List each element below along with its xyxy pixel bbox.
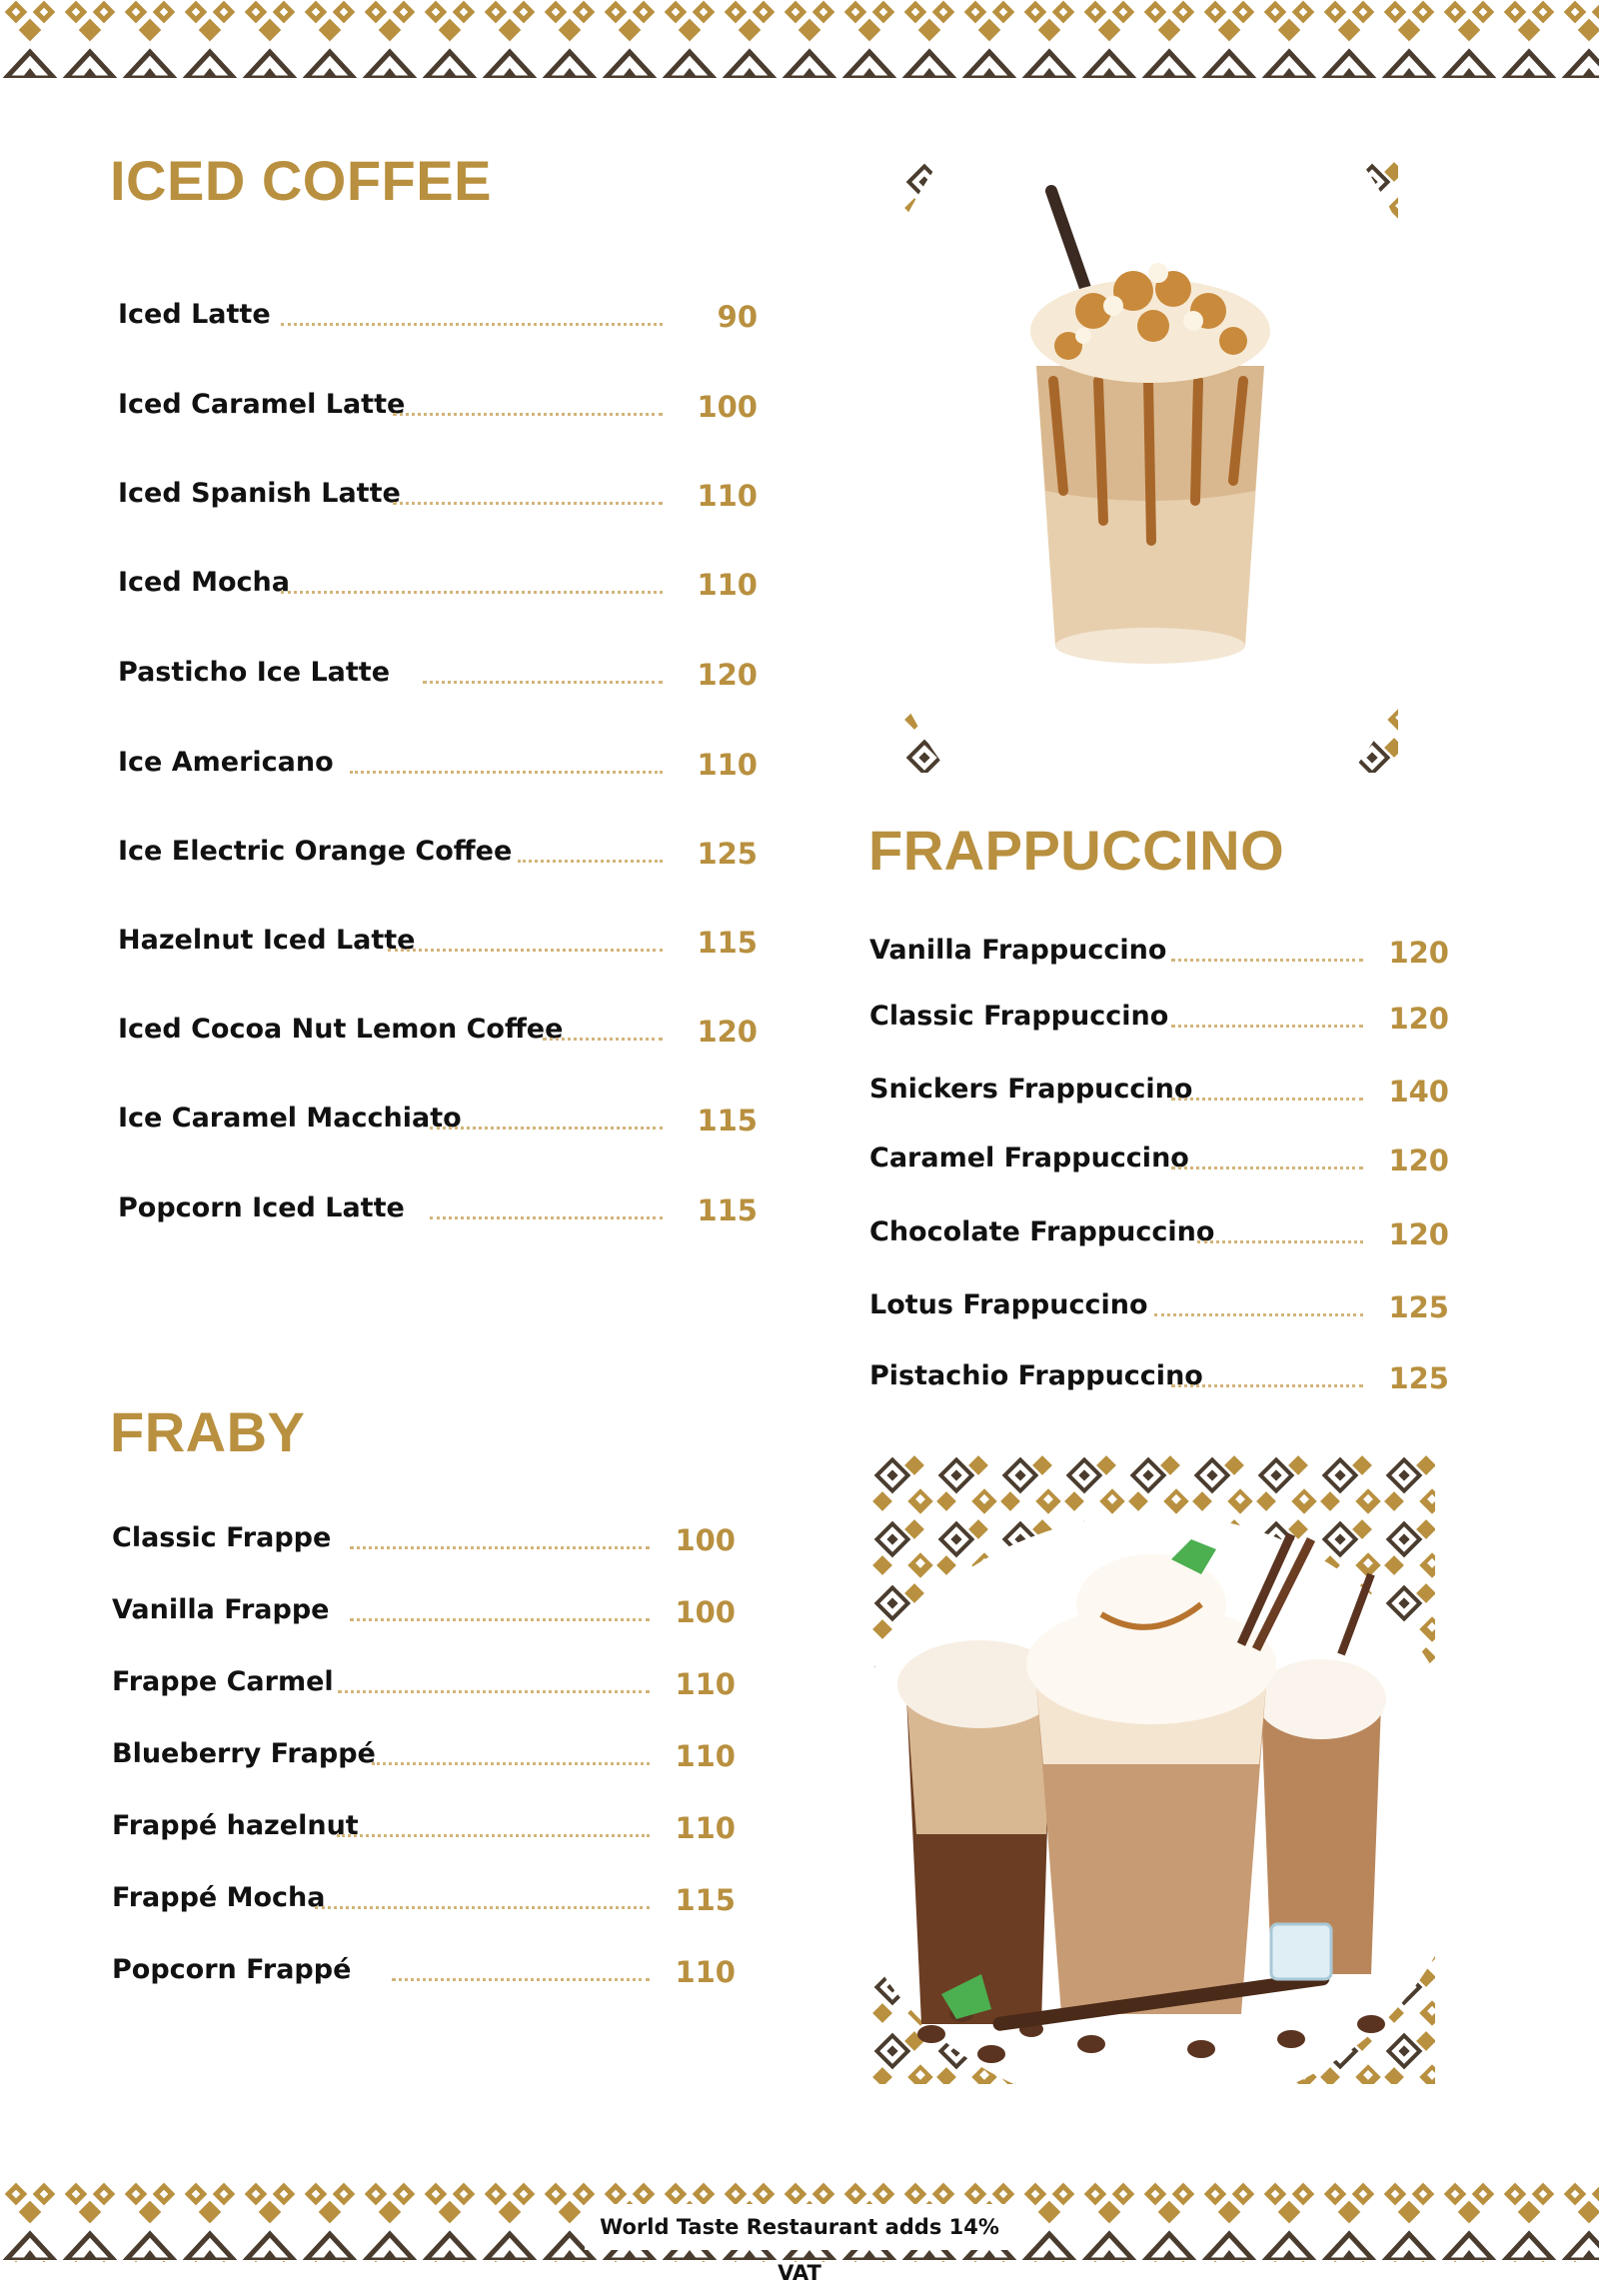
dotted-leader xyxy=(1171,1025,1363,1028)
menu-item-name: Ice Electric Orange Coffee xyxy=(118,836,513,867)
dotted-leader xyxy=(1171,1166,1363,1169)
menu-item-price: 125 xyxy=(1388,1361,1449,1395)
menu-item-price: 110 xyxy=(675,1811,736,1845)
dotted-leader xyxy=(430,1127,663,1130)
top-pattern-border xyxy=(0,0,1599,78)
menu-item xyxy=(869,1357,1449,1401)
menu-item-price: 110 xyxy=(675,1955,736,1989)
dotted-leader xyxy=(350,771,663,774)
menu-item xyxy=(118,1100,758,1144)
dotted-leader xyxy=(392,1978,650,1981)
menu-item-name: Classic Frappe xyxy=(112,1522,332,1553)
menu-item xyxy=(112,1807,736,1851)
menu-item-name: Iced Mocha xyxy=(118,567,290,598)
menu-item-name: Pasticho Ice Latte xyxy=(118,657,391,688)
section-title-iced-coffee: ICED COFFEE xyxy=(110,149,492,212)
dotted-leader xyxy=(1154,1313,1363,1316)
menu-item-name: Popcorn Iced Latte xyxy=(118,1192,405,1223)
menu-item-price: 115 xyxy=(697,926,758,960)
menu-item-price: 120 xyxy=(697,658,758,692)
menu-item-price: 125 xyxy=(697,837,758,871)
section-title-fraby: FRABY xyxy=(110,1400,306,1463)
menu-item-name: Ice Americano xyxy=(118,747,334,778)
menu-item-name: Snickers Frappuccino xyxy=(869,1074,1193,1105)
menu-item-price: 120 xyxy=(697,1015,758,1049)
iced-latte-photo xyxy=(903,161,1398,773)
menu-item-price: 100 xyxy=(697,390,758,424)
menu-item xyxy=(869,1140,1449,1183)
dotted-leader xyxy=(281,591,663,594)
menu-item-name: Vanilla Frappuccino xyxy=(869,935,1167,966)
menu-item-name: Iced Spanish Latte xyxy=(118,478,401,509)
dotted-leader xyxy=(430,1216,663,1219)
menu-item-price: 115 xyxy=(697,1104,758,1138)
menu-item-price: 120 xyxy=(1388,1144,1449,1177)
menu-item-price: 115 xyxy=(697,1193,758,1227)
dotted-leader xyxy=(423,681,663,684)
menu-item xyxy=(869,1286,1449,1330)
menu-item xyxy=(118,1189,758,1233)
dotted-leader xyxy=(393,502,663,505)
frappe-trio-photo xyxy=(871,1454,1435,2084)
menu-item-price: 120 xyxy=(1388,1217,1449,1251)
menu-item-name: Ice Caramel Macchiato xyxy=(118,1103,462,1134)
menu-item-price: 110 xyxy=(675,1667,736,1701)
dotted-leader xyxy=(1171,1098,1363,1101)
dotted-leader xyxy=(1197,1240,1363,1243)
menu-item-price: 110 xyxy=(697,568,758,602)
dotted-leader xyxy=(393,413,663,416)
menu-item-price: 100 xyxy=(675,1595,736,1629)
dotted-leader xyxy=(350,1546,650,1549)
dotted-leader xyxy=(315,1906,650,1909)
menu-item-name: Vanilla Frappe xyxy=(112,1594,330,1625)
dotted-leader xyxy=(338,1690,650,1693)
menu-item xyxy=(118,654,758,698)
section-title-frappuccino: FRAPPUCCINO xyxy=(868,819,1285,882)
menu-item-price: 110 xyxy=(675,1739,736,1773)
menu-item xyxy=(112,1591,736,1635)
menu-item xyxy=(118,296,758,340)
menu-item-price: 100 xyxy=(675,1523,736,1557)
menu-item xyxy=(869,1213,1449,1257)
menu-item xyxy=(118,475,758,519)
dotted-leader xyxy=(543,1038,663,1041)
menu-item-price: 120 xyxy=(1388,1002,1449,1036)
vat-note: World Taste Restaurant adds 14% VAT xyxy=(585,2204,1014,2250)
menu-item-price: 125 xyxy=(1388,1290,1449,1324)
dotted-leader xyxy=(372,1762,650,1765)
menu-item-name: Blueberry Frappé xyxy=(112,1738,376,1769)
menu-item xyxy=(118,833,758,877)
dotted-leader xyxy=(1171,1384,1363,1387)
dotted-leader xyxy=(337,1834,650,1837)
menu-item xyxy=(869,998,1449,1042)
dotted-leader xyxy=(518,860,663,863)
menu-item-price: 110 xyxy=(697,748,758,782)
menu-item-name: Popcorn Frappé xyxy=(112,1954,352,1985)
menu-item-name: Iced Caramel Latte xyxy=(118,389,406,420)
menu-item-name: Frappe Carmel xyxy=(112,1666,334,1697)
menu-item xyxy=(118,922,758,966)
menu-item-name: Hazelnut Iced Latte xyxy=(118,925,416,956)
menu-item xyxy=(118,744,758,788)
menu-item-name: Lotus Frappuccino xyxy=(869,1289,1148,1320)
menu-item xyxy=(118,386,758,430)
menu-item-name: Frappé Mocha xyxy=(112,1882,326,1913)
menu-item xyxy=(118,1011,758,1055)
menu-item xyxy=(112,1519,736,1563)
menu-item-name: Pistachio Frappuccino xyxy=(869,1360,1203,1391)
dotted-leader xyxy=(350,1618,650,1621)
menu-item-price: 115 xyxy=(675,1883,736,1917)
menu-item xyxy=(112,1735,736,1779)
menu-item xyxy=(869,1071,1449,1115)
menu-item xyxy=(869,932,1449,976)
menu-item-price: 110 xyxy=(697,479,758,513)
menu-item xyxy=(118,564,758,608)
menu-item-name: Chocolate Frappuccino xyxy=(869,1216,1215,1247)
menu-item-name: Caramel Frappuccino xyxy=(869,1143,1189,1173)
menu-item-name: Iced Cocoa Nut Lemon Coffee xyxy=(118,1014,564,1045)
dotted-leader xyxy=(281,323,663,326)
menu-item-name: Iced Latte xyxy=(118,299,271,330)
menu-item-name: Classic Frappuccino xyxy=(869,1001,1169,1032)
menu-item-price: 120 xyxy=(1388,936,1449,970)
menu-item xyxy=(112,1951,736,1995)
dotted-leader xyxy=(1171,959,1363,962)
menu-item-name: Frappé hazelnut xyxy=(112,1810,359,1841)
menu-item xyxy=(112,1663,736,1707)
menu-item-price: 140 xyxy=(1388,1075,1449,1109)
menu-item-price: 90 xyxy=(717,300,758,334)
dotted-leader xyxy=(388,949,663,952)
menu-item xyxy=(112,1879,736,1923)
